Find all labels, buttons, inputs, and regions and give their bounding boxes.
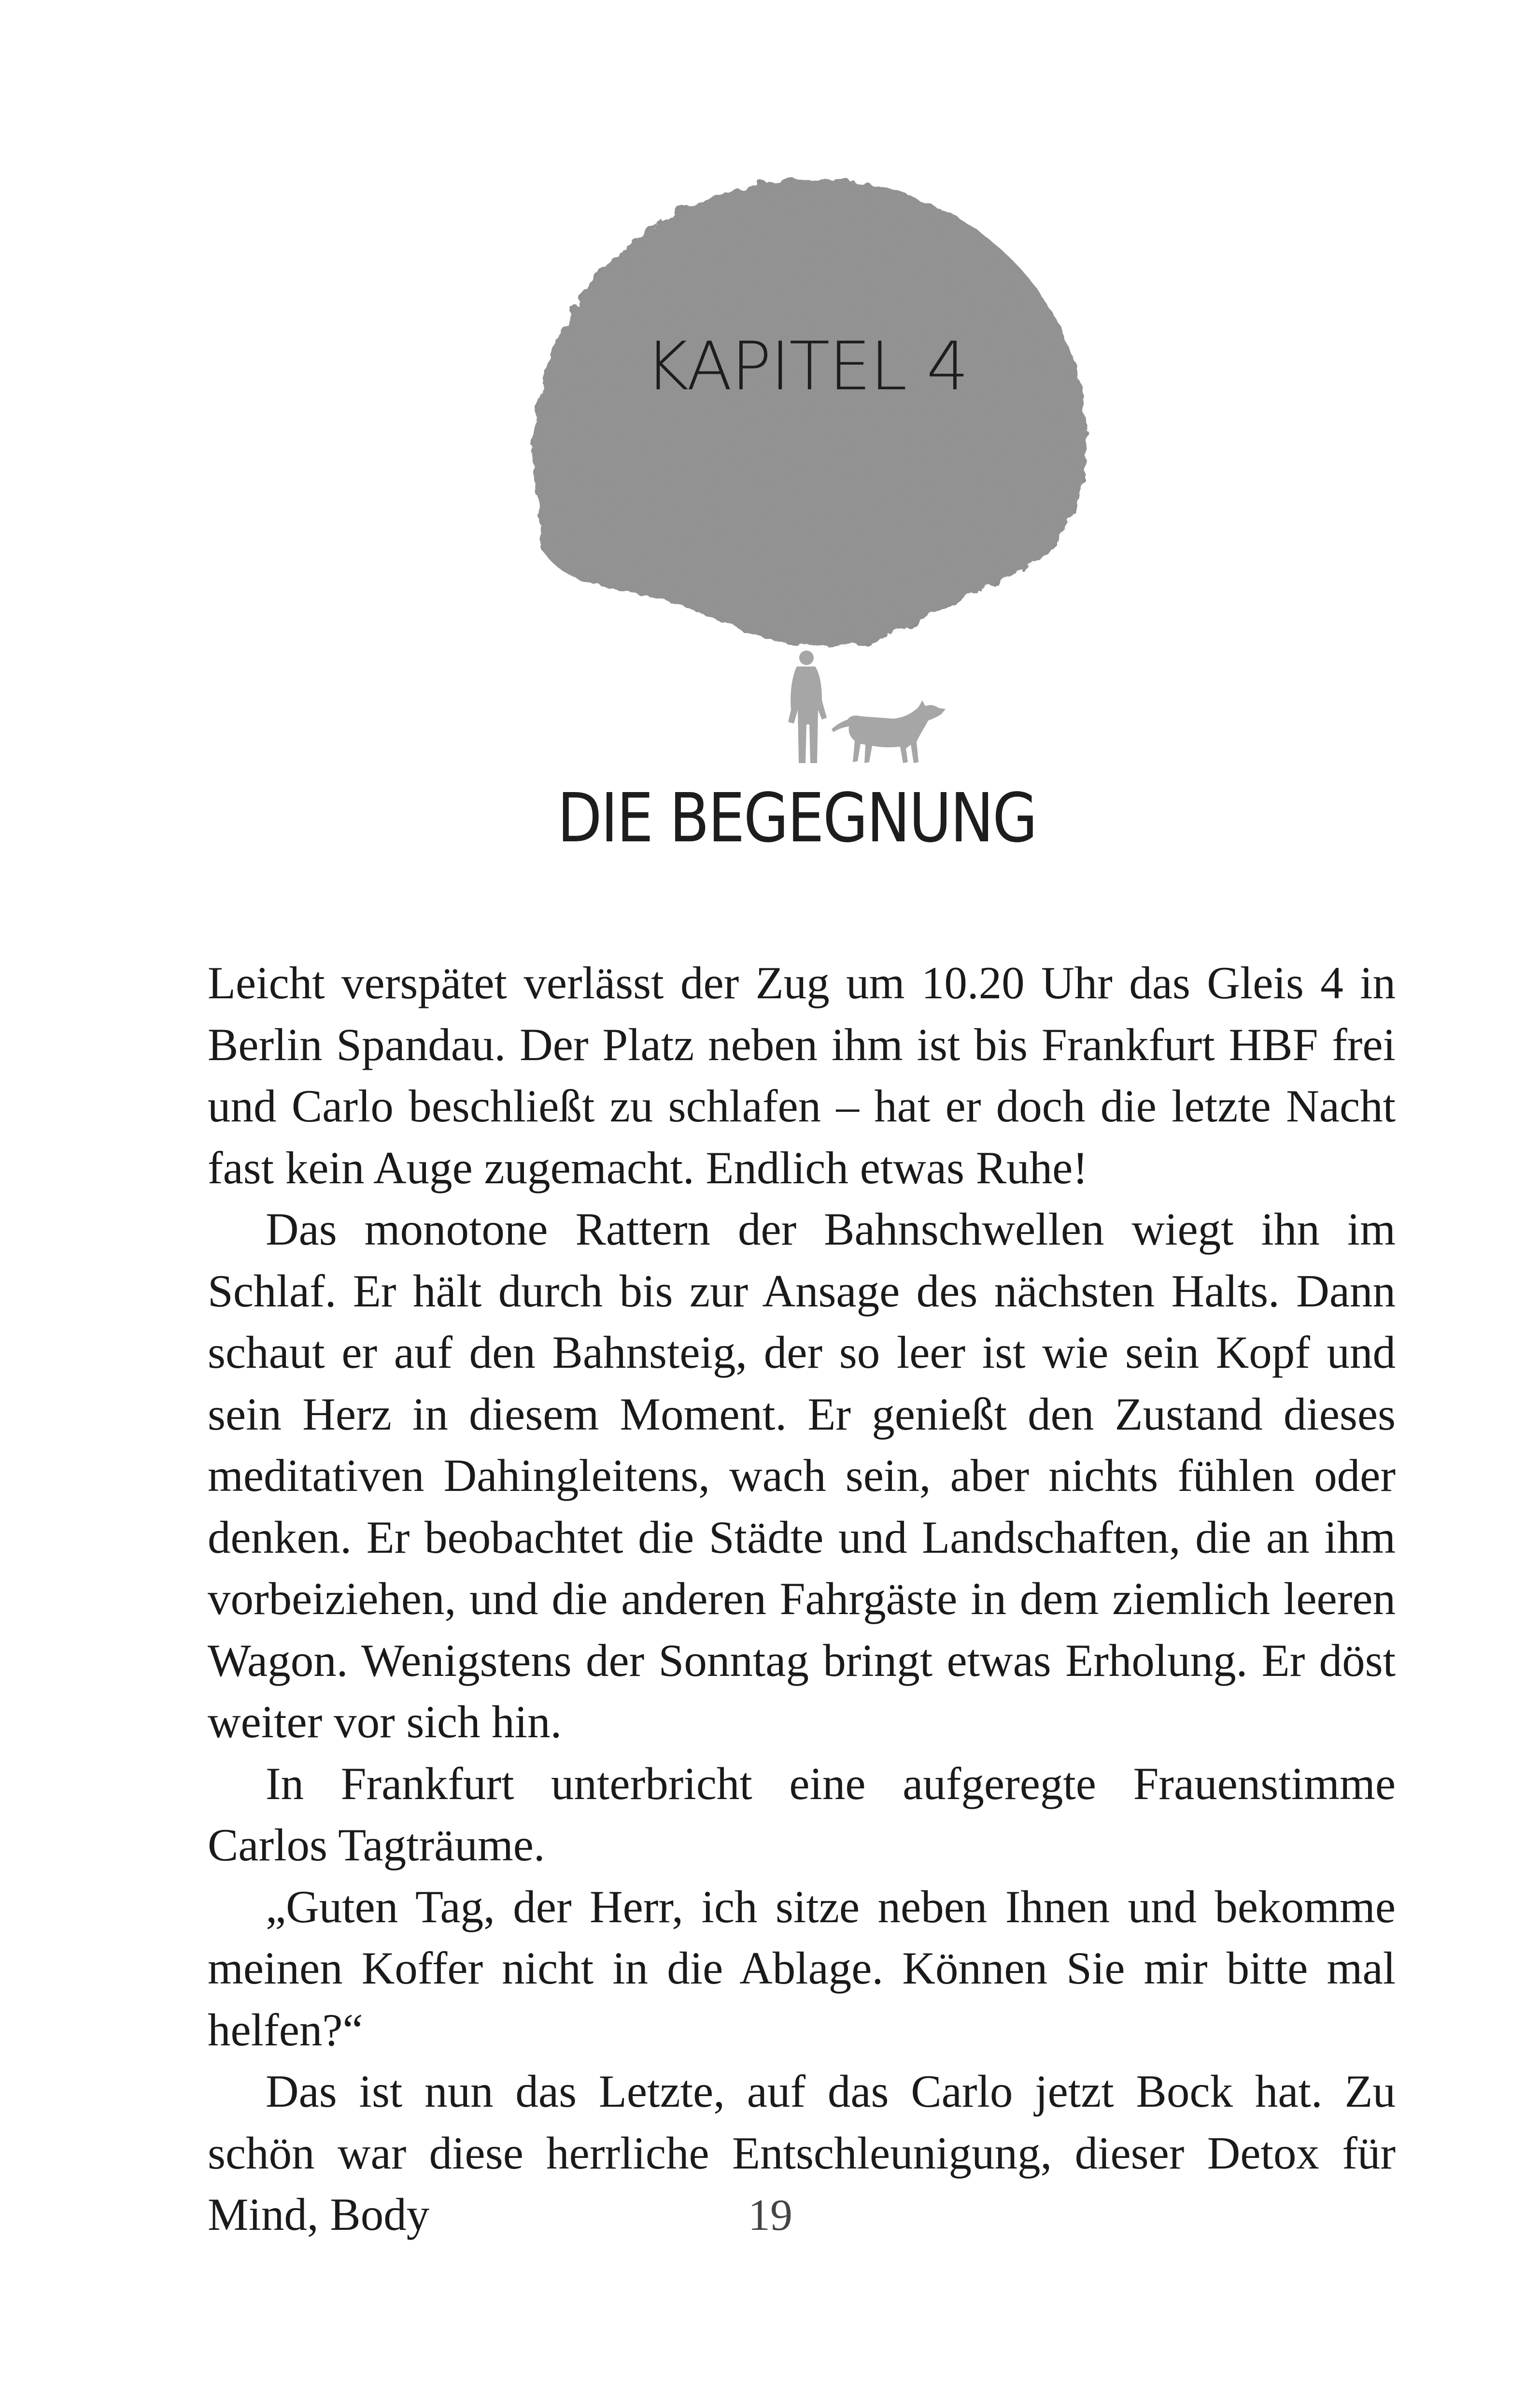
moon-illustration-icon xyxy=(493,169,1130,652)
chapter-body-text xyxy=(208,952,1396,2246)
chapter-label: KAPITEL 4 xyxy=(645,327,968,405)
paragraph-2: Das monotone Rattern der Bahnschwellen wiegt ihn im Schlaf. Er hält durch bis zur Ansage des nächsten Halts. Dann schaut er auf den Bahnsteig, der so leer ist wie sein Kopf und sein Herz in diesem Moment. Er genießt den Zustand dieses meditativen Dahingleitens, wach sein, aber nichts fühlen oder denken. Er beobachtet die Städte und Landschaften, die an ihm vorbeiziehen, und die anderen Fahrgäste in dem ziemlich leeren Wagon. Wenigstens der Sonntag bringt etwas Erholung. Er döst weiter vor sich hin. xyxy=(208,1204,1396,1747)
man-and-dog-silhouette-icon xyxy=(777,647,961,768)
chapter-title: DIE BEGEGNUNG xyxy=(557,779,1036,858)
paragraph-5: Das ist nun das Letzte, auf das Carlo jetzt Bock hat. Zu schön war diese herrliche Entschleunigung, dieser Detox für Mind, Body xyxy=(208,2066,1396,2240)
paragraph-4: „Guten Tag, der Herr, ich sitze neben Ihnen und bekomme meinen Koffer nicht in die Ablage. Können Sie mir bitte mal helfen?“ xyxy=(208,1881,1396,2056)
paragraph-3: In Frankfurt unterbricht eine aufgeregte Frauenstimme Carlos Tagträume. xyxy=(208,1758,1396,1871)
paragraph-1: Leicht verspätet verlässt der Zug um 10.20 Uhr das Gleis 4 in Berlin Spandau. Der Platz neben ihm ist bis Frankfurt HBF frei und Carlo beschließt zu schlafen – hat er doch die letzte Nacht fast kein Auge zugemacht. Endlich etwas Ruhe! xyxy=(208,957,1396,1193)
page-number: 19 xyxy=(748,2190,792,2240)
